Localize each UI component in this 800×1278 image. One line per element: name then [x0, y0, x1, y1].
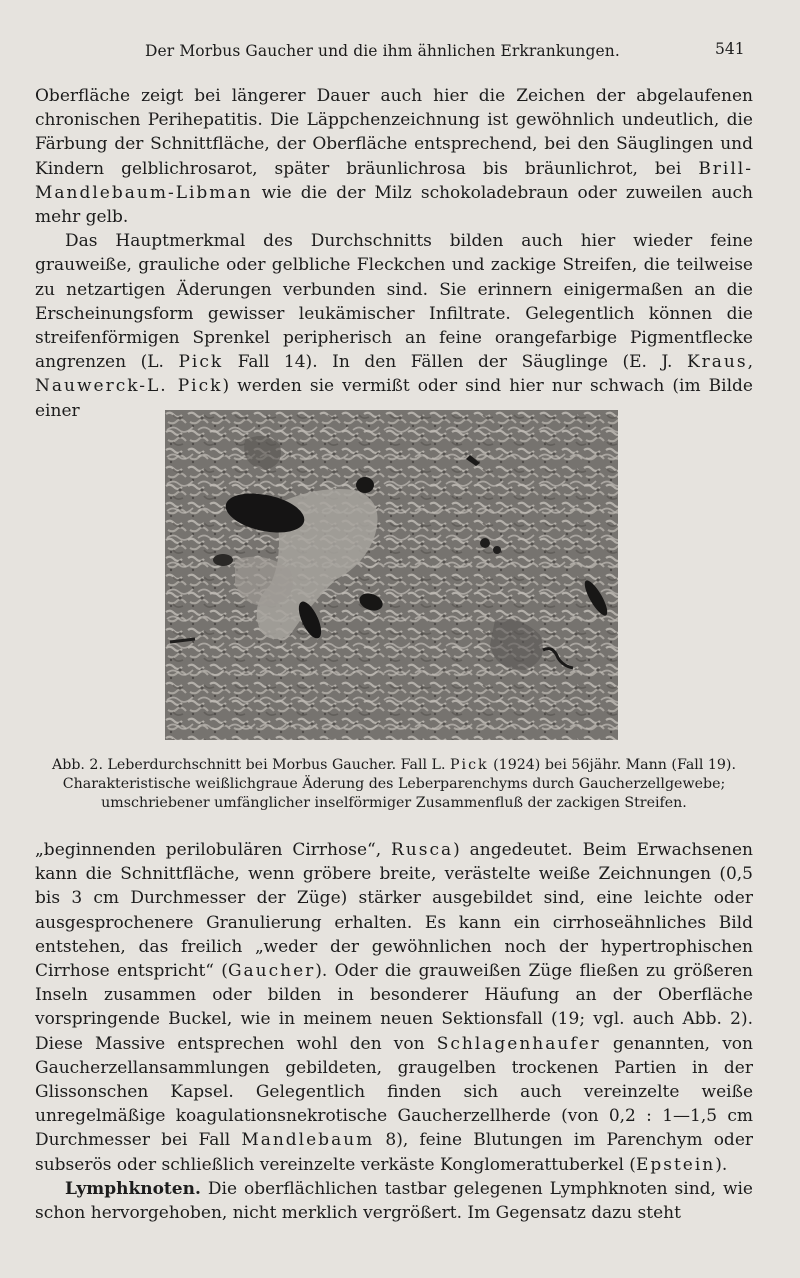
author-name: Pick: [178, 352, 224, 373]
figure-caption: [35, 756, 753, 813]
running-title: Der Morbus Gaucher und die ihm ähnlichen Erkrankungen.: [145, 42, 620, 60]
author-name: Gaucher: [227, 961, 316, 982]
paragraph-2: Das Hauptmerkmal des Durchschnitts bilden auch hier wieder feine grauweiße, grauliche oder gelbliche Fleckchen und zackige Streifen, die teilweise zu netzartigen Äderungen verbunden sind. Sie erinnern einigermaßen an die Erscheinungsform gewisser leukämischer Infiltrate. Gelegentlich können die streifenförmigen Sprenkel peripherisch an feine orangefarbige Pigmentflecke angrenzen (L. Pick Fall 14). In den Fällen der Säuglinge (E. J. Kraus, Nauwerck-L. Pick) werden sie vermißt oder sind hier nur schwach (im Bilde einer: [35, 231, 753, 421]
caption-line-3: umschriebener umfänglicher inselförmiger Zusammenfluß der zackigen Streifen.: [101, 795, 687, 811]
author-name: Nauwerck-L. Pick: [35, 376, 223, 397]
page-header: [0, 42, 800, 66]
section-heading-lymphknoten: Lymphknoten.: [65, 1178, 201, 1199]
caption-line-1: Abb. 2. Leberdurchschnitt bei Morbus Gaucher. Fall L. Pick (1924) bei 56jähr. Mann (Fall 19).: [52, 757, 736, 773]
body-text-bottom: [35, 838, 753, 1225]
author-name: Mandlebaum: [241, 1130, 375, 1151]
paragraph-1: Oberfläche zeigt bei längerer Dauer auch hier die Zeichen der abgelaufenen chronischen Perihepatitis. Die Läppchenzeichnung ist gewöhnlich undeutlich, die Färbung der Schnittfläche, der Oberfläche entsprechend, bei den Säuglingen und Kindern gelblichrosarot, später bräunlichrosa bis bräunlichrot, bei Brill-Mandlebaum-Libman wie die der Milz schokoladebraun oder zuweilen auch mehr gelb.: [35, 86, 753, 228]
author-name: Schlagenhaufer: [436, 1033, 601, 1054]
liver-section-image: [165, 410, 618, 740]
caption-line-2: Charakteristische weißlichgraue Äderung des Leberparenchyms durch Gaucherzellgewebe;: [62, 776, 726, 792]
author-name: Pick: [450, 757, 489, 773]
page-number: 541: [715, 40, 745, 58]
paragraph-4: Lymphknoten. Die oberflächlichen tastbar gelegenen Lymphknoten sind, wie schon hervorgehoben, nicht merklich vergrößert. Im Gegensatz dazu steht: [35, 1178, 753, 1224]
paragraph-3: „beginnenden perilobulären Cirrhose“, Rusca) angedeutet. Beim Erwachsenen kann die Schnittfläche, wenn gröbere breite, verästelte weiße Zeichnungen (0,5 bis 3 cm Durchmesser der Züge) stärker ausgebildet sind, eine leichte oder ausgesprochenere Granulierung erhalten. Es kann ein cirrhoseähnliches Bild entstehen, das freilich „weder der gewöhnlichen noch der hypertrophischen Cirrhose entspricht“ (Gaucher). Oder die grauweißen Züge fließen zu größeren Inseln zusammen oder bilden in besonderer Häufung an der Oberfläche vorspringende Buckel, wie in meinem neuen Sektionsfall (19; vgl. auch Abb. 2). Diese Massive entsprechen wohl den von Schlagenhaufer genannten, von Gaucherzellansammlungen gebildeten, graugelben trockenen Partien in der Glissonschen Kapsel. Gelegentlich finden sich auch vereinzelte weiße unregelmäßige koagulationsnekrotische Gaucherzellherde (von 0,2 : 1—1,5 cm Durchmesser bei Fall Mandlebaum 8), feine Blutungen im Parenchym oder subserös oder schließlich vereinzelte verkäste Konglomerattuberkel (Epstein).: [35, 840, 754, 1175]
author-name: Epstein: [635, 1154, 716, 1175]
author-name: Rusca: [391, 840, 454, 860]
liver-section-photograph: [165, 410, 618, 740]
author-name: Kraus: [686, 352, 748, 373]
author-name: Brill-Mandlebaum-Libman: [35, 158, 753, 203]
body-text-top: [35, 84, 753, 423]
